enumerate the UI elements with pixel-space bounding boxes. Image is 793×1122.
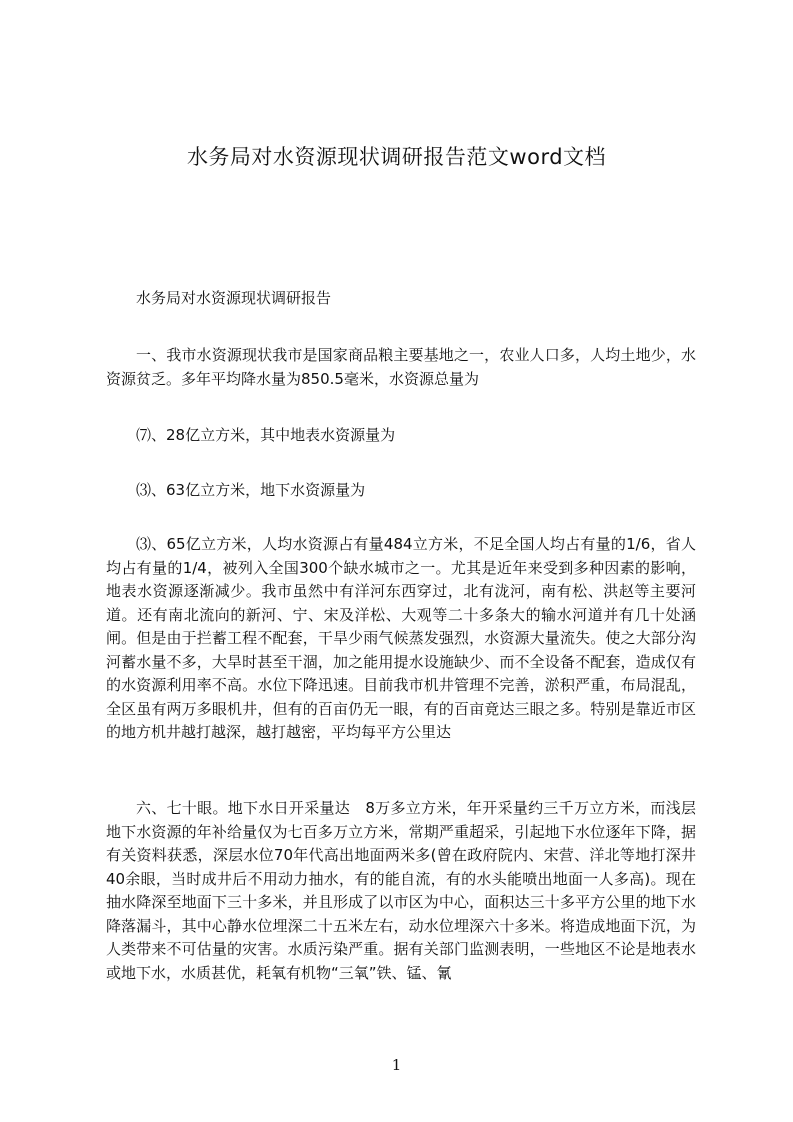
paragraph-1: 一、我市水资源现状我市是国家商品粮主要基地之一，农业人口多，人均土地少，水资源贫乏。多年平均降水量为850.5毫米，水资源总量为	[106, 346, 696, 388]
document-title: 水务局对水资源现状调研报告范文word文档	[186, 145, 607, 169]
report-subtitle: 水务局对水资源现状调研报告	[136, 289, 332, 307]
page-number: 1	[391, 1056, 402, 1074]
paragraph-2: ⑺、28亿立方米，其中地表水资源量为	[136, 426, 396, 444]
paragraph-3: ⑶、63亿立方米，地下水资源量为	[136, 481, 366, 499]
paragraph-5: 六、七十眼。地下水日开采量达 8万多立方米，年开采量约三千万立方米，而浅层地下水资源的年补给量仅为七百多万立方米，常期严重超采，引起地下水位逐年下降，据有关资料获悉，深层水位70年代高出地面两米多(曾在政府院内、宋营、洋北等地打深井40余眼，当时成井后不用动力抽水，有的能自流，有的水头能喷出地面一人多高)。现在抽水降深至地面下三十多米，并且形成了以市区为中心，面积达三十多平方公里的地下水降落漏斗，其中心静水位埋深二十五米左右，动水位埋深六十多米。将造成地面下沉，为人类带来不可估量的灾害。水质污染严重。据有关部门监测表明，一些地区不论是地表水或地下水，水质甚优，耗氧有机物“三氧”铁、锰、氰	[106, 799, 696, 982]
paragraph-4: ⑶、65亿立方米，人均水资源占有量484立方米，不足全国人均占有量的1/6，省人均占有量的1/4，被列入全国300个缺水城市之一。尤其是近年来受到多种因素的影响，地表水资源逐渐减少。我市虽然中有洋河东西穿过，北有泷河，南有松、洪赵等主要河道。还有南北流向的新河、宁、宋及洋松、大观等二十多条大的输水河道并有几十处涵闸。但是由于拦蓄工程不配套，干旱少雨气候蒸发强烈，水资源大量流失。使之大部分沟河蓄水量不多，大旱时甚至干涸，加之能用提水设施缺少、而不全设备不配套，造成仅有的水资源利用率不高。水位下降迅速。目前我市机井管理不完善，淤积严重，布局混乱，全区虽有两万多眼机井，但有的百亩仍无一眼，有的百亩竟达三眼之多。特别是靠近市区的地方机井越打越深，越打越密，平均每平方公里达	[106, 535, 696, 741]
